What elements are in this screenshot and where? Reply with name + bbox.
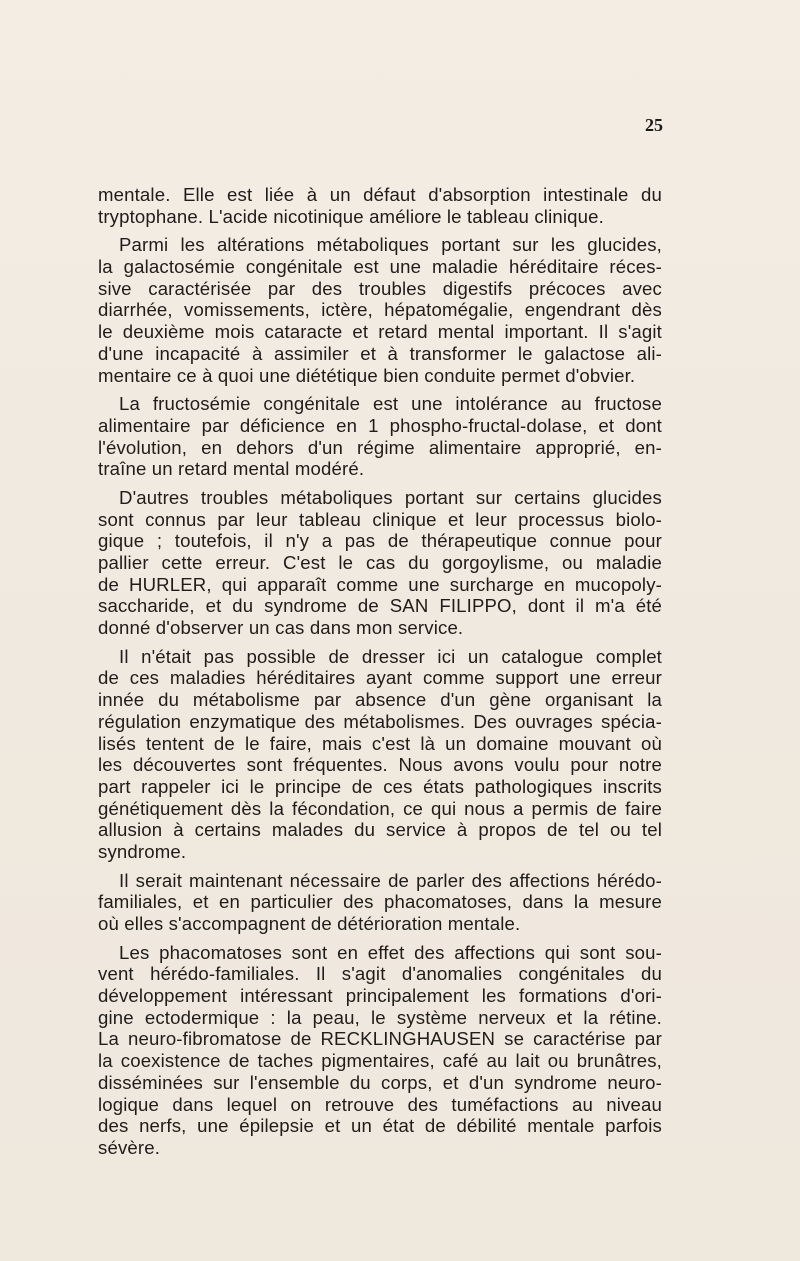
text-line: vent hérédo-familiales. Il s'agit d'anomalies congénitales du xyxy=(98,963,662,985)
text-line: allusion à certains malades du service à propos de tel ou tel xyxy=(98,819,662,841)
text-line: Parmi les altérations métaboliques portant sur les glucides, xyxy=(119,234,662,256)
text-line: sive caractérisée par des troubles digestifs précoces avec xyxy=(98,277,662,299)
text-line: saccharide, et du syndrome de SAN FILIPPO, dont il m'a été xyxy=(98,595,662,617)
text-line: d'une incapacité à assimiler et à transformer le galactose ali- xyxy=(98,342,662,364)
text-line: sévère. xyxy=(98,1136,161,1158)
paragraph xyxy=(98,184,662,227)
text-line: innée du métabolisme par absence d'un gène organisant la xyxy=(98,689,662,711)
text-line: la coexistence de taches pigmentaires, café au lait ou brunâtres, xyxy=(98,1050,662,1072)
text-line: traîne un retard mental modéré. xyxy=(98,458,365,480)
paragraph xyxy=(98,942,662,1159)
text-line: des nerfs, une épilepsie et un état de débilité mentale parfois xyxy=(98,1115,662,1137)
text-line: l'évolution, en dehors d'un régime alimentaire approprié, en- xyxy=(98,436,662,458)
body-text xyxy=(98,184,662,1166)
text-line: part rappeler ici le principe de ces états pathologiques inscrits xyxy=(98,775,662,797)
text-line: développement intéressant principalement les formations d'ori- xyxy=(98,985,662,1007)
text-line: la galactosémie congénitale est une maladie héréditaire réces- xyxy=(98,256,662,278)
text-line: donné d'observer un cas dans mon service. xyxy=(98,617,464,639)
paragraph xyxy=(98,870,662,935)
text-line: Il serait maintenant nécessaire de parler des affections hérédo- xyxy=(119,869,662,891)
text-line: disséminées sur l'ensemble du corps, et d'un syndrome neuro- xyxy=(98,1071,662,1093)
text-line: logique dans lequel on retrouve des tuméfactions au niveau xyxy=(98,1093,662,1115)
text-line: où elles s'accompagnent de détérioration mentale. xyxy=(98,913,521,934)
text-line: mentale. Elle est liée à un défaut d'absorption intestinale du xyxy=(98,184,662,205)
text-line: La neuro-fibromatose de RECKLINGHAUSEN se caractérise par xyxy=(98,1028,662,1050)
paragraph xyxy=(98,487,662,639)
text-line: génétiquement dès la fécondation, ce qui nous a permis de faire xyxy=(98,797,662,819)
text-line: syndrome. xyxy=(98,840,187,862)
text-line: de HURLER, qui apparaît comme une surcharge en mucopoly- xyxy=(98,573,662,595)
text-line: mentaire ce à quoi une diététique bien conduite permet d'obvier. xyxy=(98,364,636,386)
text-line: sont connus par leur tableau clinique et leur processus biolo- xyxy=(98,508,662,530)
paragraph xyxy=(98,393,662,480)
text-line: alimentaire par déficience en 1 phospho-fructal-dolase, et dont xyxy=(98,414,662,436)
text-line: les découvertes sont fréquentes. Nous avons voulu pour notre xyxy=(98,754,662,776)
text-line: diarrhée, vomissements, ictère, hépatomégalie, engendrant dès xyxy=(98,299,662,321)
text-line: Il n'était pas possible de dresser ici un catalogue complet xyxy=(119,645,662,667)
text-line: de ces maladies héréditaires ayant comme support une erreur xyxy=(98,667,662,689)
text-line: gique ; toutefois, il n'y a pas de thérapeutique connue pour xyxy=(98,530,662,552)
text-line: lisés tentent de le faire, mais c'est là un domaine mouvant où xyxy=(98,732,662,754)
paragraph xyxy=(98,234,662,386)
text-line: régulation enzymatique des métabolismes. Des ouvrages spécia- xyxy=(98,710,662,732)
paragraph xyxy=(98,646,662,863)
text-line: le deuxième mois cataracte et retard mental important. Il s'agit xyxy=(98,321,662,343)
text-line: D'autres troubles métaboliques portant sur certains glucides xyxy=(119,486,662,508)
page-number: 25 xyxy=(645,115,663,135)
text-line: tryptophane. L'acide nicotinique améliore le tableau clinique. xyxy=(98,205,604,227)
text-line: La fructosémie congénitale est une intolérance au fructose xyxy=(119,393,662,415)
text-line: pallier cette erreur. C'est le cas du gorgoylisme, ou maladie xyxy=(98,552,662,573)
text-line: Les phacomatoses sont en effet des affections qui sont sou- xyxy=(119,941,662,963)
text-line: gine ectodermique : la peau, le système nerveux et la rétine. xyxy=(98,1006,662,1028)
text-line: familiales, et en particulier des phacomatoses, dans la mesure xyxy=(98,891,662,913)
